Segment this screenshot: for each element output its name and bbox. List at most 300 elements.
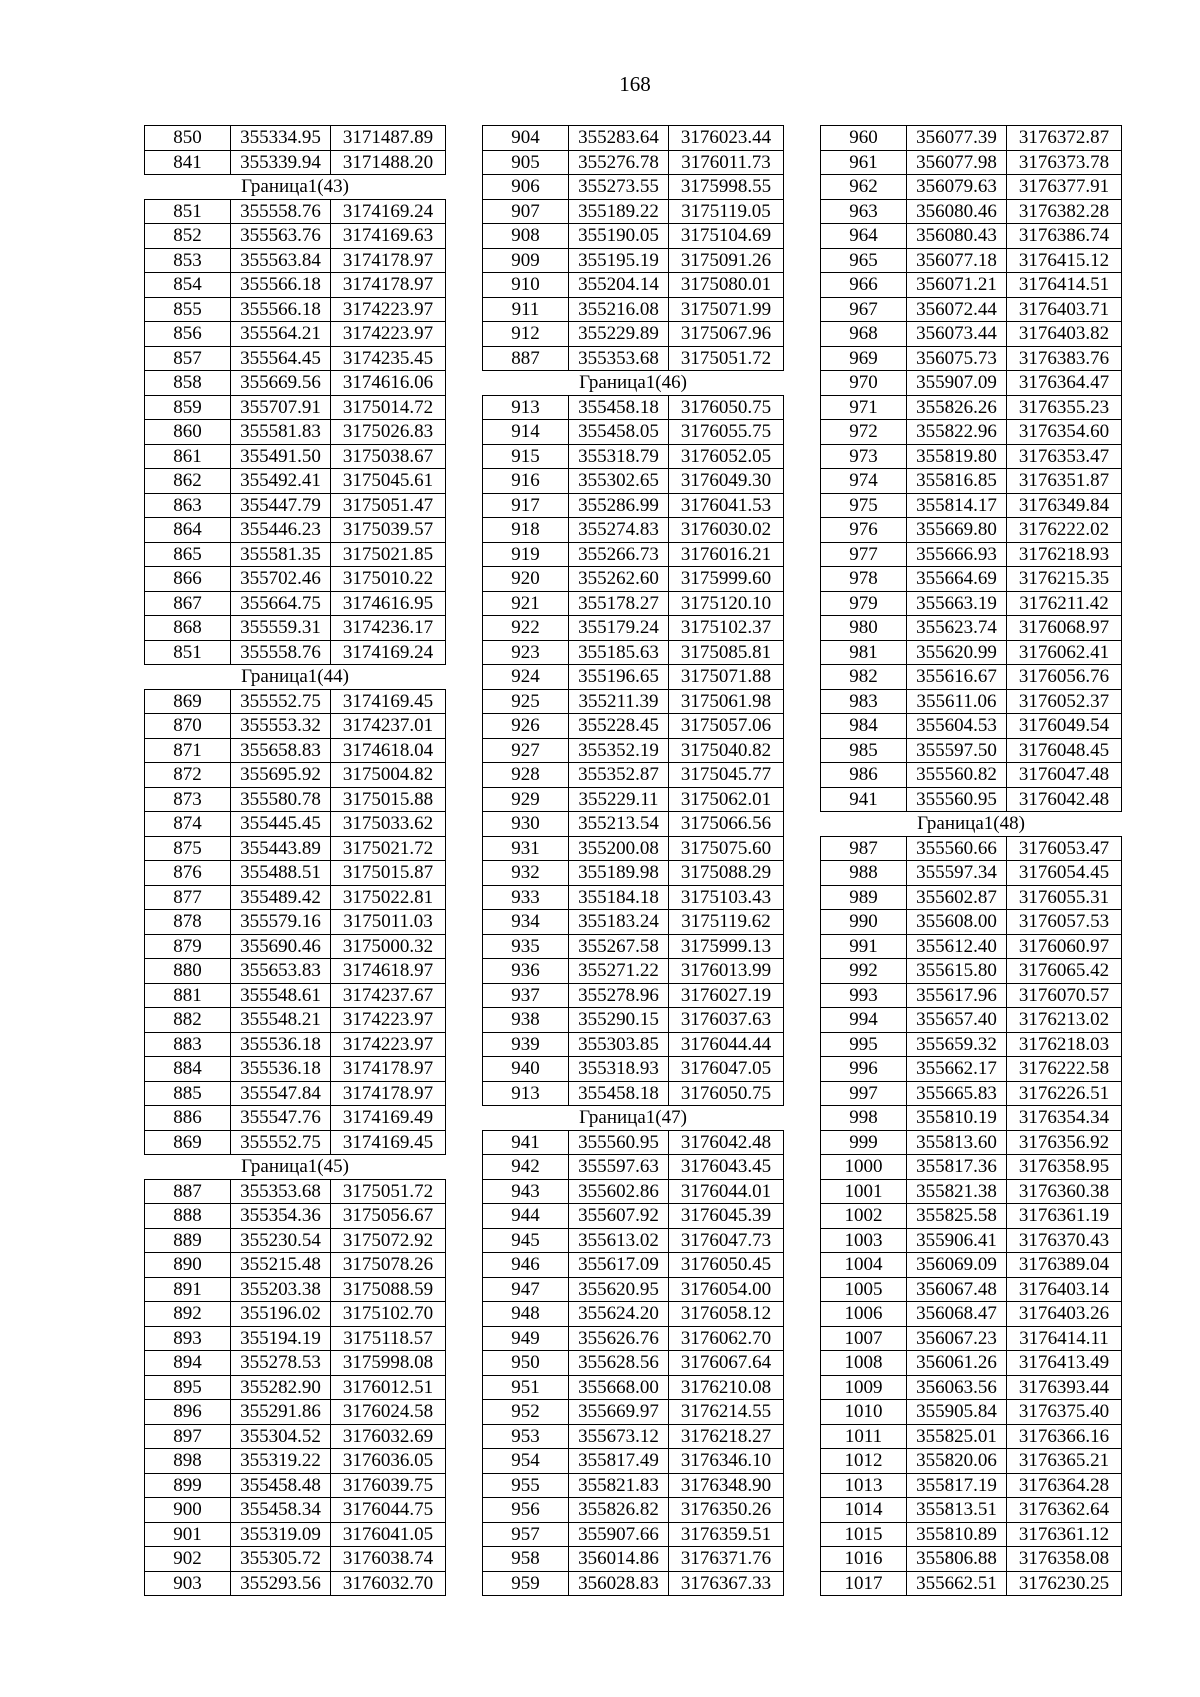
x-coordinate-cell: 355906.41 <box>907 1228 1007 1253</box>
table-row <box>821 1498 1122 1523</box>
point-number-cell: 891 <box>145 1277 231 1302</box>
point-number-cell: 982 <box>821 665 907 690</box>
table-row <box>145 444 446 469</box>
table-row <box>483 1081 784 1106</box>
x-coordinate-cell: 355669.97 <box>569 1400 669 1425</box>
point-number-cell: 917 <box>483 493 569 518</box>
x-coordinate-cell: 355282.90 <box>231 1375 331 1400</box>
y-coordinate-cell: 3176354.34 <box>1007 1106 1122 1131</box>
table-row <box>145 1032 446 1057</box>
y-coordinate-cell: 3176360.38 <box>1007 1179 1122 1204</box>
y-coordinate-cell: 3175071.99 <box>669 297 784 322</box>
table-row <box>145 1351 446 1376</box>
table-row <box>483 616 784 641</box>
point-number-cell: 874 <box>145 812 231 837</box>
x-coordinate-cell: 355230.54 <box>231 1228 331 1253</box>
y-coordinate-cell: 3176371.76 <box>669 1547 784 1572</box>
x-coordinate-cell: 355458.05 <box>569 420 669 445</box>
y-coordinate-cell: 3176361.12 <box>1007 1522 1122 1547</box>
point-number-cell: 968 <box>821 322 907 347</box>
point-number-cell: 972 <box>821 420 907 445</box>
point-number-cell: 924 <box>483 665 569 690</box>
y-coordinate-cell: 3176043.45 <box>669 1155 784 1180</box>
table-row <box>483 273 784 298</box>
x-coordinate-cell: 355262.60 <box>569 567 669 592</box>
x-coordinate-cell: 355666.93 <box>907 542 1007 567</box>
x-coordinate-cell: 355196.65 <box>569 665 669 690</box>
coordinate-table-left <box>144 125 446 1596</box>
x-coordinate-cell: 355597.63 <box>569 1155 669 1180</box>
x-coordinate-cell: 355318.93 <box>569 1057 669 1082</box>
x-coordinate-cell: 355547.76 <box>231 1106 331 1131</box>
table-row <box>145 371 446 396</box>
point-number-cell: 940 <box>483 1057 569 1082</box>
point-number-cell: 887 <box>483 346 569 371</box>
boundary-header: Граница1(44) <box>145 665 446 690</box>
point-number-cell: 898 <box>145 1449 231 1474</box>
table-row <box>145 1375 446 1400</box>
y-coordinate-cell: 3175071.88 <box>669 665 784 690</box>
point-number-cell: 883 <box>145 1032 231 1057</box>
y-coordinate-cell: 3176367.33 <box>669 1571 784 1596</box>
point-number-cell: 987 <box>821 836 907 861</box>
y-coordinate-cell: 3176050.45 <box>669 1253 784 1278</box>
y-coordinate-cell: 3175051.72 <box>669 346 784 371</box>
x-coordinate-cell: 355215.48 <box>231 1253 331 1278</box>
y-coordinate-cell: 3176218.93 <box>1007 542 1122 567</box>
y-coordinate-cell: 3176359.51 <box>669 1522 784 1547</box>
y-coordinate-cell: 3176047.48 <box>1007 763 1122 788</box>
table-row <box>145 346 446 371</box>
table-row <box>483 1375 784 1400</box>
point-number-cell: 881 <box>145 983 231 1008</box>
y-coordinate-cell: 3176222.02 <box>1007 518 1122 543</box>
x-coordinate-cell: 355560.82 <box>907 763 1007 788</box>
y-coordinate-cell: 3174618.04 <box>331 738 446 763</box>
point-number-cell: 886 <box>145 1106 231 1131</box>
point-number-cell: 901 <box>145 1522 231 1547</box>
point-number-cell: 1016 <box>821 1547 907 1572</box>
x-coordinate-cell: 355564.21 <box>231 322 331 347</box>
table-row <box>145 983 446 1008</box>
x-coordinate-cell: 355826.26 <box>907 395 1007 420</box>
point-number-cell: 1012 <box>821 1449 907 1474</box>
table-row <box>821 395 1122 420</box>
x-coordinate-cell: 355563.76 <box>231 224 331 249</box>
y-coordinate-cell: 3175039.57 <box>331 518 446 543</box>
x-coordinate-cell: 355178.27 <box>569 591 669 616</box>
table-row <box>145 1326 446 1351</box>
x-coordinate-cell: 356068.47 <box>907 1302 1007 1327</box>
table-row <box>145 1277 446 1302</box>
x-coordinate-cell: 355319.09 <box>231 1522 331 1547</box>
table-row <box>145 1547 446 1572</box>
table-row <box>821 1449 1122 1474</box>
x-coordinate-cell: 355458.18 <box>569 395 669 420</box>
point-number-cell: 969 <box>821 346 907 371</box>
y-coordinate-cell: 3176054.45 <box>1007 861 1122 886</box>
x-coordinate-cell: 355334.95 <box>231 126 331 151</box>
table-row <box>483 199 784 224</box>
point-number-cell: 989 <box>821 885 907 910</box>
x-coordinate-cell: 355825.01 <box>907 1424 1007 1449</box>
y-coordinate-cell: 3175066.56 <box>669 812 784 837</box>
y-coordinate-cell: 3175004.82 <box>331 763 446 788</box>
table-row <box>821 126 1122 151</box>
x-coordinate-cell: 355278.53 <box>231 1351 331 1376</box>
point-number-cell: 878 <box>145 910 231 935</box>
point-number-cell: 966 <box>821 273 907 298</box>
table-row <box>145 885 446 910</box>
x-coordinate-cell: 355458.18 <box>569 1081 669 1106</box>
point-number-cell: 867 <box>145 591 231 616</box>
y-coordinate-cell: 3176023.44 <box>669 126 784 151</box>
point-number-cell: 918 <box>483 518 569 543</box>
point-number-cell: 856 <box>145 322 231 347</box>
table-row <box>821 469 1122 494</box>
point-number-cell: 935 <box>483 934 569 959</box>
table-row <box>483 640 784 665</box>
y-coordinate-cell: 3175104.69 <box>669 224 784 249</box>
y-coordinate-cell: 3175119.62 <box>669 910 784 935</box>
x-coordinate-cell: 355607.92 <box>569 1204 669 1229</box>
y-coordinate-cell: 3175998.08 <box>331 1351 446 1376</box>
y-coordinate-cell: 3174178.97 <box>331 1081 446 1106</box>
y-coordinate-cell: 3176055.31 <box>1007 885 1122 910</box>
table-row <box>483 248 784 273</box>
point-number-cell: 925 <box>483 689 569 714</box>
boundary-header-row <box>145 175 446 200</box>
point-number-cell: 864 <box>145 518 231 543</box>
point-number-cell: 919 <box>483 542 569 567</box>
y-coordinate-cell: 3176211.42 <box>1007 591 1122 616</box>
x-coordinate-cell: 355825.58 <box>907 1204 1007 1229</box>
y-coordinate-cell: 3175119.05 <box>669 199 784 224</box>
x-coordinate-cell: 356075.73 <box>907 346 1007 371</box>
table-row <box>821 224 1122 249</box>
y-coordinate-cell: 3175998.55 <box>669 175 784 200</box>
x-coordinate-cell: 355353.68 <box>231 1179 331 1204</box>
table-row <box>483 959 784 984</box>
x-coordinate-cell: 355319.22 <box>231 1449 331 1474</box>
x-coordinate-cell: 356067.48 <box>907 1277 1007 1302</box>
point-number-cell: 988 <box>821 861 907 886</box>
point-number-cell: 994 <box>821 1008 907 1033</box>
x-coordinate-cell: 355183.24 <box>569 910 669 935</box>
x-coordinate-cell: 355690.46 <box>231 934 331 959</box>
point-number-cell: 915 <box>483 444 569 469</box>
table-row <box>483 714 784 739</box>
y-coordinate-cell: 3176055.75 <box>669 420 784 445</box>
y-coordinate-cell: 3175040.82 <box>669 738 784 763</box>
y-coordinate-cell: 3176052.05 <box>669 444 784 469</box>
table-row <box>821 885 1122 910</box>
x-coordinate-cell: 355624.20 <box>569 1302 669 1327</box>
x-coordinate-cell: 355673.12 <box>569 1424 669 1449</box>
table-row <box>145 469 446 494</box>
table-row <box>821 689 1122 714</box>
table-row <box>821 1351 1122 1376</box>
point-number-cell: 850 <box>145 126 231 151</box>
point-number-cell: 888 <box>145 1204 231 1229</box>
x-coordinate-cell: 355489.42 <box>231 885 331 910</box>
point-number-cell: 984 <box>821 714 907 739</box>
y-coordinate-cell: 3176393.44 <box>1007 1375 1122 1400</box>
point-number-cell: 870 <box>145 714 231 739</box>
point-number-cell: 913 <box>483 1081 569 1106</box>
point-number-cell: 962 <box>821 175 907 200</box>
point-number-cell: 899 <box>145 1473 231 1498</box>
x-coordinate-cell: 355189.22 <box>569 199 669 224</box>
y-coordinate-cell: 3176414.51 <box>1007 273 1122 298</box>
x-coordinate-cell: 355628.56 <box>569 1351 669 1376</box>
x-coordinate-cell: 355822.96 <box>907 420 1007 445</box>
y-coordinate-cell: 3171487.89 <box>331 126 446 151</box>
x-coordinate-cell: 355579.16 <box>231 910 331 935</box>
boundary-header: Граница1(47) <box>483 1106 784 1131</box>
table-row <box>145 812 446 837</box>
x-coordinate-cell: 355581.35 <box>231 542 331 567</box>
x-coordinate-cell: 355653.83 <box>231 959 331 984</box>
x-coordinate-cell: 355564.45 <box>231 346 331 371</box>
point-number-cell: 961 <box>821 150 907 175</box>
point-number-cell: 910 <box>483 273 569 298</box>
point-number-cell: 952 <box>483 1400 569 1425</box>
y-coordinate-cell: 3176027.19 <box>669 983 784 1008</box>
boundary-header: Граница1(43) <box>145 175 446 200</box>
point-number-cell: 923 <box>483 640 569 665</box>
y-coordinate-cell: 3176038.74 <box>331 1547 446 1572</box>
y-coordinate-cell: 3176356.92 <box>1007 1130 1122 1155</box>
x-coordinate-cell: 355806.88 <box>907 1547 1007 1572</box>
point-number-cell: 944 <box>483 1204 569 1229</box>
y-coordinate-cell: 3175045.77 <box>669 763 784 788</box>
table-row <box>821 175 1122 200</box>
table-row <box>145 248 446 273</box>
table-row <box>145 640 446 665</box>
table-row <box>483 224 784 249</box>
x-coordinate-cell: 355552.75 <box>231 689 331 714</box>
x-coordinate-cell: 355339.94 <box>231 150 331 175</box>
x-coordinate-cell: 355669.80 <box>907 518 1007 543</box>
y-coordinate-cell: 3176044.44 <box>669 1032 784 1057</box>
table-row <box>821 493 1122 518</box>
point-number-cell: 887 <box>145 1179 231 1204</box>
table-row <box>821 199 1122 224</box>
x-coordinate-cell: 355612.40 <box>907 934 1007 959</box>
y-coordinate-cell: 3176041.05 <box>331 1522 446 1547</box>
point-number-cell: 1000 <box>821 1155 907 1180</box>
x-coordinate-cell: 355669.56 <box>231 371 331 396</box>
y-coordinate-cell: 3176050.75 <box>669 395 784 420</box>
y-coordinate-cell: 3174169.45 <box>331 1130 446 1155</box>
y-coordinate-cell: 3175026.83 <box>331 420 446 445</box>
point-number-cell: 851 <box>145 199 231 224</box>
x-coordinate-cell: 355817.49 <box>569 1449 669 1474</box>
x-coordinate-cell: 355707.91 <box>231 395 331 420</box>
table-row <box>145 763 446 788</box>
point-number-cell: 908 <box>483 224 569 249</box>
table-row <box>821 861 1122 886</box>
y-coordinate-cell: 3176403.26 <box>1007 1302 1122 1327</box>
y-coordinate-cell: 3175015.88 <box>331 787 446 812</box>
y-coordinate-cell: 3175072.92 <box>331 1228 446 1253</box>
y-coordinate-cell: 3176413.49 <box>1007 1351 1122 1376</box>
x-coordinate-cell: 355602.86 <box>569 1179 669 1204</box>
table-row <box>483 689 784 714</box>
x-coordinate-cell: 355488.51 <box>231 861 331 886</box>
point-number-cell: 1013 <box>821 1473 907 1498</box>
y-coordinate-cell: 3175103.43 <box>669 885 784 910</box>
point-number-cell: 993 <box>821 983 907 1008</box>
table-row <box>483 1571 784 1596</box>
point-number-cell: 947 <box>483 1277 569 1302</box>
x-coordinate-cell: 355276.78 <box>569 150 669 175</box>
table-row <box>145 518 446 543</box>
y-coordinate-cell: 3174169.45 <box>331 689 446 714</box>
table-row <box>145 787 446 812</box>
table-row <box>483 1522 784 1547</box>
table-row <box>483 861 784 886</box>
table-row <box>483 1204 784 1229</box>
point-number-cell: 877 <box>145 885 231 910</box>
x-coordinate-cell: 355604.53 <box>907 714 1007 739</box>
table-row <box>145 836 446 861</box>
table-row <box>145 395 446 420</box>
x-coordinate-cell: 355213.54 <box>569 812 669 837</box>
x-coordinate-cell: 355617.09 <box>569 1253 669 1278</box>
point-number-cell: 926 <box>483 714 569 739</box>
x-coordinate-cell: 355189.98 <box>569 861 669 886</box>
table-row <box>483 175 784 200</box>
y-coordinate-cell: 3174178.97 <box>331 1057 446 1082</box>
point-number-cell: 1006 <box>821 1302 907 1327</box>
point-number-cell: 1014 <box>821 1498 907 1523</box>
point-number-cell: 996 <box>821 1057 907 1082</box>
table-row <box>145 1571 446 1596</box>
y-coordinate-cell: 3176214.55 <box>669 1400 784 1425</box>
y-coordinate-cell: 3176226.51 <box>1007 1081 1122 1106</box>
y-coordinate-cell: 3176045.39 <box>669 1204 784 1229</box>
x-coordinate-cell: 355817.36 <box>907 1155 1007 1180</box>
table-row <box>483 1326 784 1351</box>
table-row <box>483 395 784 420</box>
x-coordinate-cell: 355195.19 <box>569 248 669 273</box>
point-number-cell: 975 <box>821 493 907 518</box>
y-coordinate-cell: 3176012.51 <box>331 1375 446 1400</box>
x-coordinate-cell: 355597.34 <box>907 861 1007 886</box>
y-coordinate-cell: 3176048.45 <box>1007 738 1122 763</box>
y-coordinate-cell: 3175062.01 <box>669 787 784 812</box>
x-coordinate-cell: 356061.26 <box>907 1351 1007 1376</box>
table-row <box>145 1106 446 1131</box>
point-number-cell: 932 <box>483 861 569 886</box>
x-coordinate-cell: 355558.76 <box>231 640 331 665</box>
y-coordinate-cell: 3176218.03 <box>1007 1032 1122 1057</box>
y-coordinate-cell: 3176358.95 <box>1007 1155 1122 1180</box>
point-number-cell: 876 <box>145 861 231 886</box>
y-coordinate-cell: 3175045.61 <box>331 469 446 494</box>
x-coordinate-cell: 355665.83 <box>907 1081 1007 1106</box>
y-coordinate-cell: 3176364.47 <box>1007 371 1122 396</box>
y-coordinate-cell: 3174169.63 <box>331 224 446 249</box>
table-row <box>145 1424 446 1449</box>
point-number-cell: 939 <box>483 1032 569 1057</box>
y-coordinate-cell: 3176037.63 <box>669 1008 784 1033</box>
x-coordinate-cell: 355813.51 <box>907 1498 1007 1523</box>
table-row <box>145 591 446 616</box>
y-coordinate-cell: 3176016.21 <box>669 542 784 567</box>
point-number-cell: 983 <box>821 689 907 714</box>
table-row <box>483 1179 784 1204</box>
table-row <box>483 763 784 788</box>
x-coordinate-cell: 355566.18 <box>231 273 331 298</box>
point-number-cell: 902 <box>145 1547 231 1572</box>
point-number-cell: 884 <box>145 1057 231 1082</box>
x-coordinate-cell: 355548.21 <box>231 1008 331 1033</box>
x-coordinate-cell: 355813.60 <box>907 1130 1007 1155</box>
y-coordinate-cell: 3175120.10 <box>669 591 784 616</box>
x-coordinate-cell: 355266.73 <box>569 542 669 567</box>
table-row <box>483 1400 784 1425</box>
x-coordinate-cell: 355810.89 <box>907 1522 1007 1547</box>
y-coordinate-cell: 3176414.11 <box>1007 1326 1122 1351</box>
point-number-cell: 976 <box>821 518 907 543</box>
y-coordinate-cell: 3174178.97 <box>331 248 446 273</box>
x-coordinate-cell: 355695.92 <box>231 763 331 788</box>
y-coordinate-cell: 3176049.54 <box>1007 714 1122 739</box>
table-row <box>483 836 784 861</box>
y-coordinate-cell: 3176353.47 <box>1007 444 1122 469</box>
y-coordinate-cell: 3176361.19 <box>1007 1204 1122 1229</box>
y-coordinate-cell: 3175014.72 <box>331 395 446 420</box>
point-number-cell: 841 <box>145 150 231 175</box>
x-coordinate-cell: 355616.67 <box>907 665 1007 690</box>
point-number-cell: 990 <box>821 910 907 935</box>
y-coordinate-cell: 3175118.57 <box>331 1326 446 1351</box>
point-number-cell: 943 <box>483 1179 569 1204</box>
table-row <box>483 1253 784 1278</box>
point-number-cell: 928 <box>483 763 569 788</box>
y-coordinate-cell: 3176230.25 <box>1007 1571 1122 1596</box>
table-row <box>483 591 784 616</box>
y-coordinate-cell: 3176383.76 <box>1007 346 1122 371</box>
x-coordinate-cell: 355623.74 <box>907 616 1007 641</box>
point-number-cell: 913 <box>483 395 569 420</box>
point-number-cell: 920 <box>483 567 569 592</box>
table-row <box>821 567 1122 592</box>
table-row <box>145 1228 446 1253</box>
y-coordinate-cell: 3175061.98 <box>669 689 784 714</box>
y-coordinate-cell: 3175075.60 <box>669 836 784 861</box>
point-number-cell: 897 <box>145 1424 231 1449</box>
table-row <box>821 444 1122 469</box>
table-row <box>483 297 784 322</box>
table-row <box>821 371 1122 396</box>
point-number-cell: 866 <box>145 567 231 592</box>
y-coordinate-cell: 3175015.87 <box>331 861 446 886</box>
x-coordinate-cell: 355662.51 <box>907 1571 1007 1596</box>
y-coordinate-cell: 3176047.73 <box>669 1228 784 1253</box>
point-number-cell: 981 <box>821 640 907 665</box>
x-coordinate-cell: 356077.18 <box>907 248 1007 273</box>
table-row <box>483 1057 784 1082</box>
table-row <box>821 1204 1122 1229</box>
x-coordinate-cell: 355185.63 <box>569 640 669 665</box>
y-coordinate-cell: 3176365.21 <box>1007 1449 1122 1474</box>
point-number-cell: 852 <box>145 224 231 249</box>
x-coordinate-cell: 355608.00 <box>907 910 1007 935</box>
